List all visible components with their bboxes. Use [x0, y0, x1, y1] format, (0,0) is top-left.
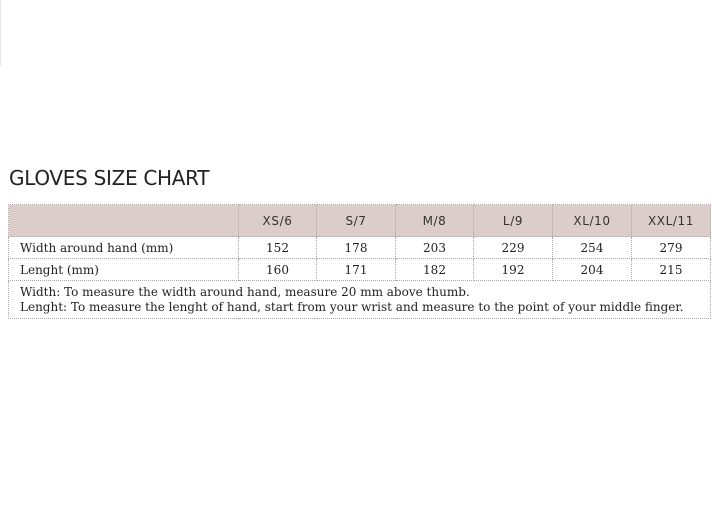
- table-row: [9, 259, 711, 281]
- left-edge-divider: [0, 0, 1, 66]
- header-cell-s: S/7: [317, 205, 396, 237]
- table-cell: 254: [553, 237, 632, 259]
- row-label: Width around hand (mm): [9, 237, 239, 259]
- table-cell: 279: [632, 237, 711, 259]
- table-cell: 178: [317, 237, 396, 259]
- header-row: [9, 205, 711, 237]
- header-cell-xxl: XXL/11: [632, 205, 711, 237]
- header-cell-l: L/9: [474, 205, 553, 237]
- table-cell: 192: [474, 259, 553, 281]
- width-note: Width: To measure the width around hand, measure 20 mm above thumb.: [20, 285, 470, 299]
- length-note: Lenght: To measure the lenght of hand, start from your wrist and measure to the point of your middle finger.: [20, 300, 684, 314]
- table-cell: 182: [396, 259, 474, 281]
- table-cell: 152: [239, 237, 317, 259]
- header-cell-xl: XL/10: [553, 205, 632, 237]
- size-chart-table: [8, 204, 711, 319]
- table-cell: 215: [632, 259, 711, 281]
- table-cell: 171: [317, 259, 396, 281]
- header-cell-empty: [9, 205, 239, 237]
- table-cell: 160: [239, 259, 317, 281]
- measurement-notes: [9, 281, 711, 319]
- table-cell: 229: [474, 237, 553, 259]
- table-header: [9, 205, 711, 237]
- header-cell-xs: XS/6: [239, 205, 317, 237]
- table-cell: 203: [396, 237, 474, 259]
- row-label: Lenght (mm): [9, 259, 239, 281]
- header-cell-m: M/8: [396, 205, 474, 237]
- notes-row: [9, 281, 711, 319]
- page-title: GLOVES SIZE CHART: [9, 166, 210, 190]
- table-cell: 204: [553, 259, 632, 281]
- table-row: [9, 237, 711, 259]
